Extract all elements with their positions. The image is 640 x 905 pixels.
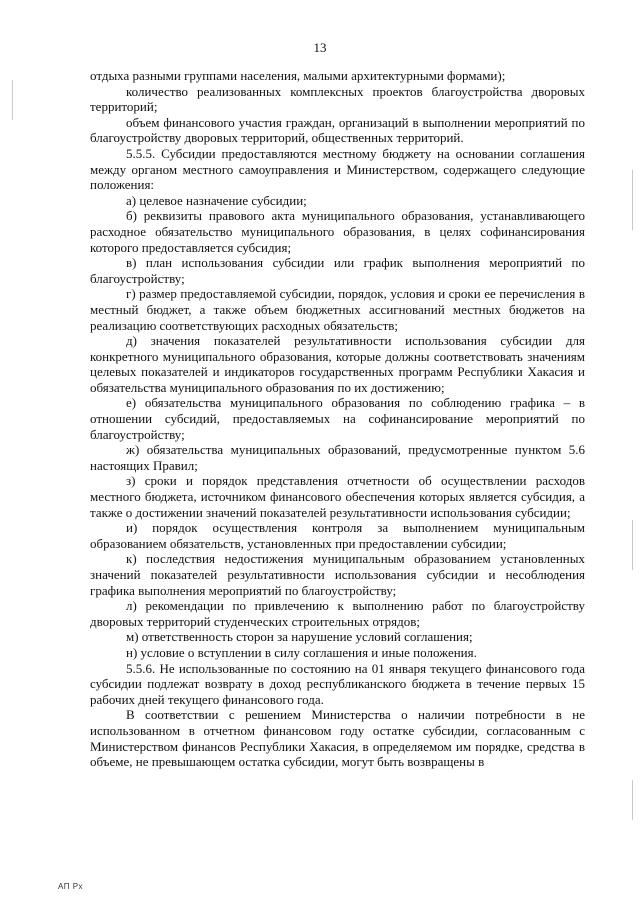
- list-item-m: м) ответственность сторон за нарушение условий соглашения;: [126, 629, 473, 645]
- scan-edge-mark: [12, 80, 13, 120]
- list-item-i: и) порядок осуществления контроля за выполнением муниципальным образованием обязательств, установленных при предоставлении субсидии;: [90, 520, 585, 551]
- page-number: 13: [313, 40, 327, 55]
- list-item-g: г) размер предоставляемой субсидии, порядок, условия и сроки ее перечисления в местный бюджет, а также объем бюджетных ассигнований местных бюджетов на реализацию соответствующих расходных обязательств;: [90, 286, 585, 333]
- paragraph-5-5-5: 5.5.5. Субсидии предоставляются местному бюджету на основании соглашения между органом местного самоуправления и Министерством, содержащего следующие положения:: [90, 145, 585, 193]
- paragraph-projects-count: количество реализованных комплексных проектов благоустройства дворовых территорий;: [90, 83, 585, 115]
- paragraph-ministry-decision: В соответствии с решением Министерства о наличии потребности в не использованном в отчетном финансовом году остатке субсидии, согласованным с Министерством финансов Республики Хакасия, в определяемом им порядке, средства в объеме, не превышающем остатка субсидии, могут быть возвращены в: [90, 707, 585, 770]
- document-body: [90, 68, 585, 770]
- list-item-zh: ж) обязательства муниципальных образований, предусмотренные пунктом 5.6 настоящих Правил;: [90, 442, 585, 473]
- list-item-e: е) обязательства муниципального образования по соблюдению графика – в отношении субсидий, предоставляемых на софинансирование мероприятий по благоустройству;: [90, 395, 585, 442]
- list-item-z: з) сроки и порядок представления отчетности об осуществлении расходов местного бюджета, источником финансового обеспечения которых является субсидия, а также о достижении значений показателей результативности использования субсидии;: [90, 473, 585, 520]
- list-item-n: н) условие о вступлении в силу соглашения и иные положения.: [126, 644, 477, 660]
- paragraph-continuation: отдыха разными группами населения, малыми архитектурными формами);: [90, 68, 506, 83]
- paragraph-5-5-6: 5.5.6. Не использованные по состоянию на 01 января текущего финансового года субсидии подлежат возврату в доход республиканского бюджета в течение первых 15 рабочих дней текущего финансового года.: [90, 660, 585, 707]
- list-item-a: а) целевое назначение субсидии;: [126, 192, 307, 208]
- list-item-v: в) план использования субсидии или график выполнения мероприятий по благоустройству;: [90, 255, 585, 286]
- scan-edge-mark: [632, 170, 633, 230]
- scan-edge-mark: [632, 780, 633, 820]
- list-item-k: к) последствия недостижения муниципальным образованием установленных значений показателей результативности использования субсидии и несоблюдения графика выполнения мероприятий по благоустройству;: [90, 551, 585, 598]
- footer-mark: АП Рх: [58, 882, 84, 891]
- list-item-l: л) рекомендации по привлечению к выполнению работ по благоустройству дворовых территорий студенческих строительных отрядов;: [90, 598, 585, 629]
- scan-edge-mark: [632, 520, 633, 570]
- paragraph-financial-participation: объем финансового участия граждан, организаций в выполнении мероприятий по благоустройству дворовых территорий, общественных территорий.: [90, 114, 585, 146]
- list-item-d: д) значения показателей результативности использования субсидии для конкретного муниципального образования, которые должны соответствовать значениям целевых показателей и индикаторов государственных программ Республики Хакасия и обязательства муниципального образования по их достижению;: [90, 333, 585, 395]
- list-item-b: б) реквизиты правового акта муниципального образования, устанавливающего расходное обязательство муниципального образования, в целях софинансирования которого предоставляется субсидия;: [90, 208, 585, 255]
